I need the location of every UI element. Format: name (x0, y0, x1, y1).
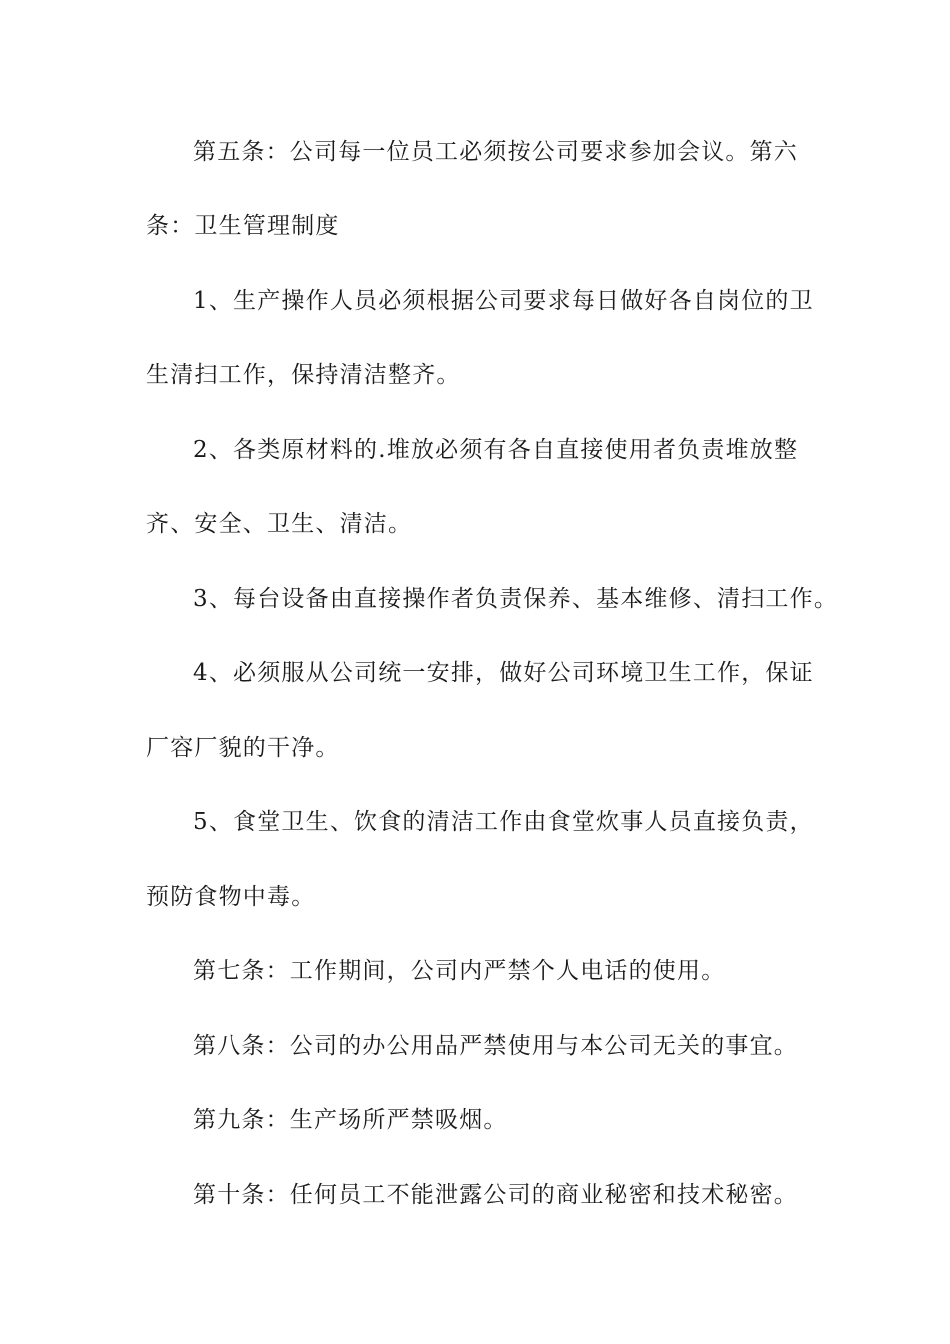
text-line-item-1: 1、生产操作人员必须根据公司要求每日做好各自岗位的卫 (193, 288, 814, 314)
text-line-article-10: 第十条：任何员工不能泄露公司的商业秘密和技术秘密。 (193, 1182, 798, 1208)
text-line-item-1-cont: 生清扫工作，保持清洁整齐。 (146, 362, 461, 388)
text-line-item-4-cont: 厂容厂貌的干净。 (146, 735, 340, 761)
text-line-item-4: 4、必须服从公司统一安排，做好公司环境卫生工作，保证 (193, 660, 814, 686)
text-line-article-9: 第九条：生产场所严禁吸烟。 (193, 1107, 508, 1133)
text-line-article-7: 第七条：工作期间，公司内严禁个人电话的使用。 (193, 958, 726, 984)
text-line-article-5: 第五条：公司每一位员工必须按公司要求参加会议。第六 (193, 139, 798, 165)
text-line-item-3: 3、每台设备由直接操作者负责保养、基本维修、清扫工作。 (193, 586, 839, 612)
text-line-article-6-heading: 条：卫生管理制度 (146, 213, 340, 239)
text-line-item-2-cont: 齐、安全、卫生、清洁。 (146, 511, 413, 537)
text-line-article-8: 第八条：公司的办公用品严禁使用与本公司无关的事宜。 (193, 1033, 798, 1059)
text-line-item-2: 2、各类原材料的.堆放必须有各自直接使用者负责堆放整 (193, 437, 799, 463)
text-line-item-5: 5、食堂卫生、饮食的清洁工作由食堂炊事人员直接负责， (193, 809, 814, 835)
text-line-item-5-cont: 预防食物中毒。 (146, 884, 316, 910)
